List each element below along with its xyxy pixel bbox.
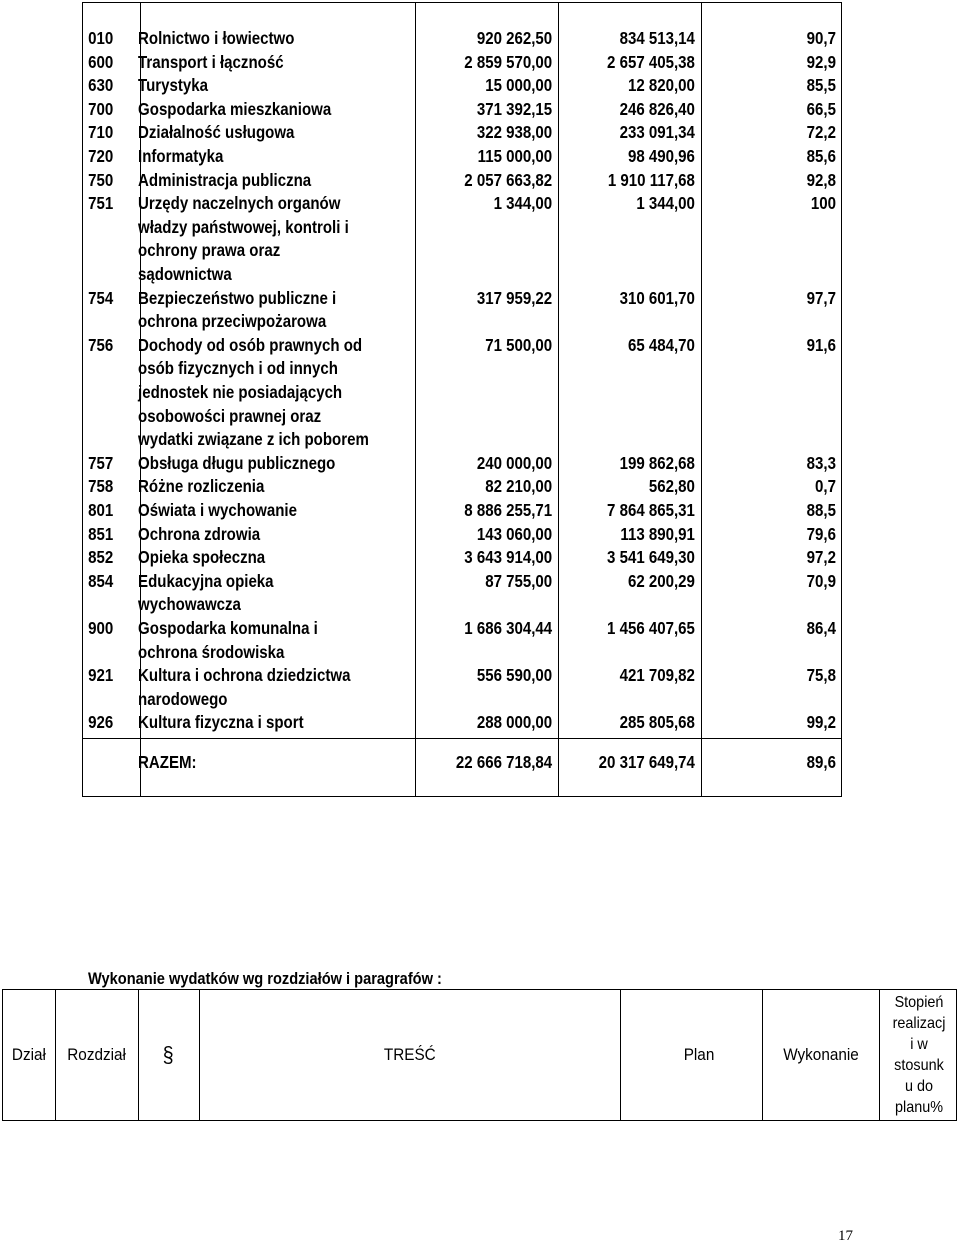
row-plan: 371 392,15 <box>476 98 553 119</box>
total-plan: 22 666 718,84 <box>455 752 553 772</box>
row-code: 756 <box>88 334 114 355</box>
row-exec: 421 709,82 <box>619 665 695 686</box>
budget-summary-table <box>82 2 842 797</box>
row-exec: 310 601,70 <box>619 287 695 308</box>
row-exec: 285 805,68 <box>619 712 695 733</box>
row-name: Obsługa długu publicznego <box>138 452 336 473</box>
row-exec: 113 890,91 <box>620 523 695 544</box>
row-pct: 88,5 <box>806 500 836 520</box>
row-exec: 12 820,00 <box>627 75 695 96</box>
row-plan: 556 590,00 <box>476 665 553 686</box>
row-plan: 2 057 663,82 <box>464 169 553 190</box>
row-name: Administracja publiczna <box>138 169 312 190</box>
row-plan: 322 938,00 <box>476 122 553 143</box>
row-code: 720 <box>88 146 114 166</box>
row-plan: 87 755,00 <box>485 570 553 591</box>
row-plan: 143 060,00 <box>476 523 553 544</box>
row-name: Bezpieczeństwo publiczne i ochrona przeciwpożarowa <box>138 287 337 332</box>
column-divider <box>701 3 702 796</box>
row-pct: 92,8 <box>806 169 836 190</box>
header-stopien: Stopień realizacj i w stosunk u do planu% <box>892 994 945 1116</box>
row-exec: 7 864 865,31 <box>607 500 695 520</box>
total-pct: 89,6 <box>806 752 836 772</box>
row-code: 801 <box>88 500 114 520</box>
row-name: Kultura i ochrona dziedzictwa narodowego <box>138 665 351 709</box>
row-name: Opieka społeczna <box>138 547 266 568</box>
row-pct: 85,5 <box>806 75 836 96</box>
row-pct: 66,5 <box>806 98 836 119</box>
header-rozdzial: Rozdział <box>67 1045 126 1064</box>
row-plan: 71 500,00 <box>485 334 553 355</box>
row-name: Informatyka <box>138 146 224 166</box>
column-divider <box>415 3 416 796</box>
row-code: 750 <box>88 169 114 190</box>
row-code: 600 <box>88 51 114 72</box>
row-code: 754 <box>88 287 114 308</box>
row-plan: 3 643 914,00 <box>464 547 553 568</box>
row-pct: 83,3 <box>806 452 836 473</box>
row-exec: 246 826,40 <box>619 98 695 119</box>
row-exec: 65 484,70 <box>627 334 695 355</box>
row-exec: 2 657 405,38 <box>607 51 695 72</box>
row-name: Różne rozliczenia <box>138 476 265 497</box>
row-plan: 288 000,00 <box>476 712 553 733</box>
row-exec: 233 091,34 <box>619 122 695 143</box>
row-exec: 62 200,29 <box>627 570 695 591</box>
row-name: Oświata i wychowanie <box>138 500 297 520</box>
row-plan: 240 000,00 <box>476 452 553 473</box>
row-pct: 72,2 <box>806 122 836 143</box>
row-pct: 86,4 <box>806 618 836 638</box>
row-code: 010 <box>88 28 114 48</box>
row-name: Transport i łączność <box>138 51 284 72</box>
row-name: Działalność usługowa <box>138 122 295 143</box>
row-code: 921 <box>88 665 114 686</box>
row-plan: 920 262,50 <box>476 28 553 48</box>
row-name: Urzędy naczelnych organów władzy państwowej, kontroli i ochrony prawa oraz sądownictwa <box>138 193 349 284</box>
row-pct: 97,7 <box>806 287 836 308</box>
row-pct: 97,2 <box>806 547 836 568</box>
row-pct: 100 <box>810 193 836 214</box>
row-name: Edukacyjna opieka wychowawcza <box>138 570 274 615</box>
row-code: 758 <box>88 476 114 497</box>
header-tresc: TREŚĆ <box>383 1045 436 1064</box>
row-code: 926 <box>88 712 114 733</box>
row-plan: 115 000,00 <box>477 146 553 166</box>
row-code: 852 <box>88 547 114 568</box>
header-paragraph: § <box>162 1042 175 1067</box>
row-code: 630 <box>88 75 114 96</box>
column-divider <box>558 3 559 796</box>
row-pct: 70,9 <box>806 570 836 591</box>
row-name: Kultura fizyczna i sport <box>138 712 304 733</box>
row-pct: 85,6 <box>806 146 836 166</box>
row-exec: 199 862,68 <box>619 452 695 473</box>
row-name: Dochody od osób prawnych od osób fizycznych i od innych jednostek nie posiadających osobowości prawnej oraz wydatki związane z ich poborem <box>138 334 369 450</box>
row-name: Gospodarka komunalna i ochrona środowiska <box>138 618 318 662</box>
row-name: Gospodarka mieszkaniowa <box>138 98 332 119</box>
row-exec: 3 541 649,30 <box>607 547 695 568</box>
row-plan: 8 886 255,71 <box>464 500 553 520</box>
row-exec: 1 344,00 <box>636 193 695 214</box>
row-plan: 1 686 304,44 <box>464 618 553 638</box>
total-divider <box>83 738 841 739</box>
row-exec: 1 910 117,68 <box>607 169 695 190</box>
row-code: 757 <box>88 452 114 473</box>
expenses-header-table <box>2 989 957 1121</box>
row-pct: 91,6 <box>806 334 836 355</box>
row-code: 851 <box>88 523 114 544</box>
row-pct: 99,2 <box>806 712 836 733</box>
row-code: 700 <box>88 98 114 119</box>
row-code: 710 <box>88 122 114 143</box>
row-code: 900 <box>88 618 114 638</box>
header-dzial: Dział <box>11 1045 47 1064</box>
row-plan: 1 344,00 <box>493 193 553 214</box>
row-pct: 75,8 <box>806 665 836 686</box>
row-plan: 82 210,00 <box>485 476 553 497</box>
row-plan: 2 859 570,00 <box>464 51 553 72</box>
row-name: Ochrona zdrowia <box>138 523 261 544</box>
row-name: Turystyka <box>138 75 209 96</box>
section-title: Wykonanie wydatków wg rozdziałów i paragrafów : <box>88 969 442 988</box>
total-label: RAZEM: <box>138 752 197 772</box>
row-exec: 834 513,14 <box>619 28 695 48</box>
row-exec: 1 456 407,65 <box>607 618 695 638</box>
row-pct: 92,9 <box>806 51 836 72</box>
row-pct: 90,7 <box>806 28 836 48</box>
row-name: Rolnictwo i łowiectwo <box>138 28 295 48</box>
page-number: 17 <box>838 1228 853 1244</box>
total-exec: 20 317 649,74 <box>598 752 695 772</box>
row-exec: 562,80 <box>648 476 695 497</box>
row-plan: 317 959,22 <box>476 287 553 308</box>
row-plan: 15 000,00 <box>485 75 553 96</box>
row-exec: 98 490,96 <box>627 146 695 166</box>
row-code: 854 <box>88 570 114 591</box>
header-plan: Plan <box>683 1045 715 1064</box>
row-pct: 0,7 <box>815 476 836 497</box>
header-wykonanie: Wykonanie <box>782 1045 859 1064</box>
row-pct: 79,6 <box>806 523 836 544</box>
row-code: 751 <box>88 193 114 214</box>
